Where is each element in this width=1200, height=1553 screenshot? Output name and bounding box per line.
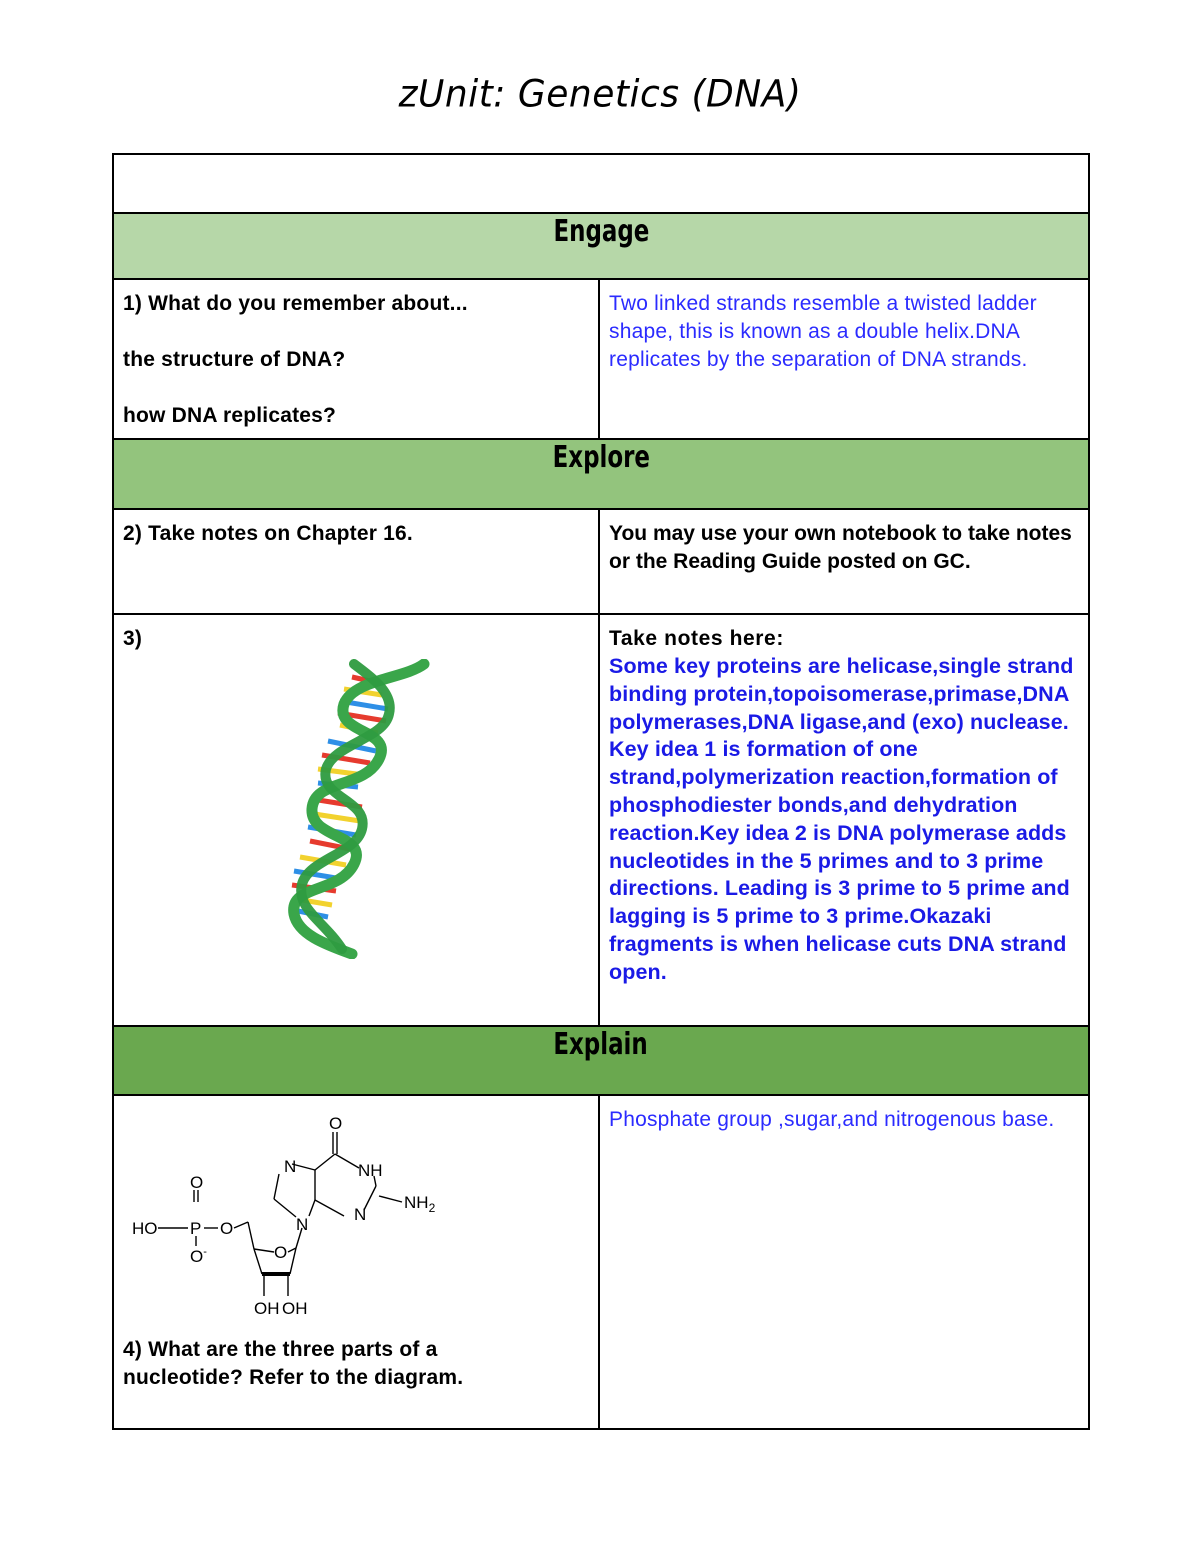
question-4-cell [113,1095,599,1429]
mol-oh-1: OH [254,1299,280,1318]
mol-nh2: $NH_2$ [404,1193,436,1215]
dna-helix-icon [284,659,434,959]
question-4-text: 4) What are the three parts of a nucleotide? Refer to the diagram. [123,1338,464,1389]
mol-nh: NH [358,1161,383,1180]
mol-n-glyco: N [296,1215,309,1234]
blank-header-row [113,154,1089,213]
question-1-line-2: the structure of DNA? [123,348,346,371]
question-1-row [113,279,1089,439]
mol-o-ring: O [274,1243,288,1262]
question-3-row [113,614,1089,1026]
instruction-2-text: You may use your own notebook to take notes or the Reading Guide posted on GC. [609,522,1072,573]
question-3-number: 3) [123,627,143,650]
section-explain-label: Explain [553,1027,649,1062]
answer-1-text[interactable]: Two linked strands resemble a twisted ladder shape, this is known as a double helix.DNA replicates by the separation of DNA strands. [609,292,1037,371]
section-explore [113,439,1089,509]
worksheet-table [112,153,1090,1430]
answer-4-cell [599,1095,1089,1429]
mol-n-mid: N [354,1205,367,1224]
section-explain [113,1026,1089,1095]
answer-4-text[interactable]: Phosphate group ,sugar,and nitrogenous base. [609,1108,1055,1131]
question-2-row [113,509,1089,614]
blank-cell [113,154,1089,213]
notes-3-text[interactable]: Some key proteins are helicase,single strand binding protein,topoisomerase,primase,DNA polymerases,DNA ligase,and (exo) nuclease. Key idea 1 is formation of one strand,polymerization reaction,formation of phosphodiester bonds,and dehydration reaction.Key idea 2 is DNA polymerase adds nucleotides in the 5 primes and to 3 prime directions. Leading is 3 prime to 5 prime and lagging is 5 prime to 3 prime.Okazaki fragments is when helicase cuts DNA strand open. [609,654,1074,984]
section-engage-cell [113,213,1089,279]
section-engage-label: Engage [553,214,649,249]
question-1-line-1: 1) What do you remember about... [123,292,468,315]
question-2-text: 2) Take notes on Chapter 16. [123,522,413,545]
nucleotide-diagram [124,1104,464,1334]
notes-3-cell [599,614,1089,1026]
section-engage [113,213,1089,279]
question-1-cell [113,279,599,439]
dna-helix-image [284,659,434,964]
mol-p: P [190,1219,202,1238]
answer-1-cell [599,279,1089,439]
question-2-cell [113,509,599,614]
question-1-line-3: how DNA replicates? [123,404,337,427]
mol-o-ester: O [220,1219,234,1238]
section-explain-cell [113,1026,1089,1095]
section-explore-label: Explore [552,440,650,475]
mol-o-minus: O- [190,1246,207,1266]
section-explore-cell [113,439,1089,509]
mol-oh-2: OH [282,1299,308,1318]
question-4-row [113,1095,1089,1429]
mol-ho: HO [132,1219,158,1238]
page-title: zUnit: Genetics (DNA) [398,72,802,117]
mol-o-top: O [329,1114,343,1133]
instruction-2-cell [599,509,1089,614]
mol-n-left: N [284,1157,297,1176]
mol-o-phos: O [190,1173,204,1192]
notes-3-label: Take notes here: [609,627,784,650]
question-3-cell [113,614,599,1026]
guanosine-monophosphate-icon [124,1104,464,1329]
